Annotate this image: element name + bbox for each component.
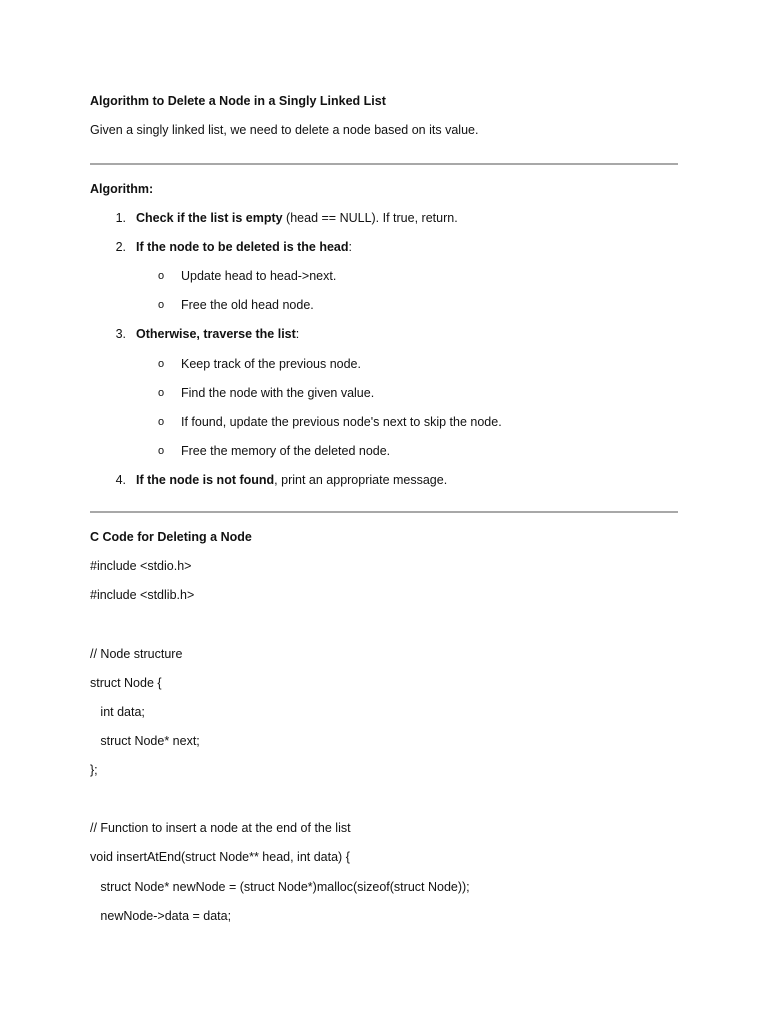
step-3	[136, 326, 299, 342]
hollow-bullet-icon: o	[158, 358, 165, 370]
document-title: Algorithm to Delete a Node in a Singly Linked List	[90, 94, 386, 108]
hollow-bullet-icon: o	[158, 387, 165, 399]
sub-item: Update head to head->next.	[181, 269, 337, 283]
code-line: int data;	[90, 705, 145, 719]
step-number: 2.	[115, 240, 126, 254]
step-2-rest: :	[348, 240, 353, 254]
step-3-rest: :	[295, 327, 300, 341]
step-1-bold: Check if the list is empty	[136, 211, 283, 225]
code-line: void insertAtEnd(struct Node** head, int data) {	[90, 850, 350, 864]
step-4	[136, 472, 447, 488]
code-line: struct Node* next;	[90, 734, 200, 748]
sub-item: Find the node with the given value.	[181, 386, 375, 400]
step-number: 3.	[115, 327, 126, 341]
step-1-rest: (head == NULL). If true, return.	[282, 211, 458, 225]
code-line: newNode->data = data;	[90, 909, 232, 923]
sub-item: If found, update the previous node's next to skip the node.	[181, 415, 502, 429]
sub-item: Keep track of the previous node.	[181, 357, 361, 371]
step-number: 4.	[115, 473, 126, 487]
sub-item: Free the memory of the deleted node.	[181, 444, 391, 458]
code-line: #include <stdlib.h>	[90, 588, 195, 602]
code-line: };	[90, 763, 98, 777]
code-line: struct Node* newNode = (struct Node*)malloc(sizeof(struct Node));	[90, 880, 470, 894]
code-line: struct Node {	[90, 676, 162, 690]
hollow-bullet-icon: o	[158, 445, 165, 457]
hollow-bullet-icon: o	[158, 270, 165, 282]
step-4-bold: If the node is not found	[136, 473, 275, 487]
algorithm-heading: Algorithm:	[90, 182, 154, 196]
sub-item: Free the old head node.	[181, 298, 314, 312]
code-heading: C Code for Deleting a Node	[90, 530, 252, 544]
horizontal-rule	[90, 163, 678, 165]
code-line: // Function to insert a node at the end of the list	[90, 821, 351, 835]
step-2	[136, 239, 352, 255]
step-3-bold: Otherwise, traverse the list	[136, 327, 296, 341]
step-2-bold: If the node to be deleted is the head	[136, 240, 349, 254]
code-line: #include <stdio.h>	[90, 559, 192, 573]
hollow-bullet-icon: o	[158, 299, 165, 311]
step-4-rest: , print an appropriate message.	[274, 473, 448, 487]
intro-paragraph: Given a singly linked list, we need to delete a node based on its value.	[90, 123, 479, 137]
horizontal-rule	[90, 511, 678, 513]
step-number: 1.	[115, 211, 126, 225]
hollow-bullet-icon: o	[158, 416, 165, 428]
step-1	[136, 210, 458, 226]
code-line: // Node structure	[90, 647, 183, 661]
